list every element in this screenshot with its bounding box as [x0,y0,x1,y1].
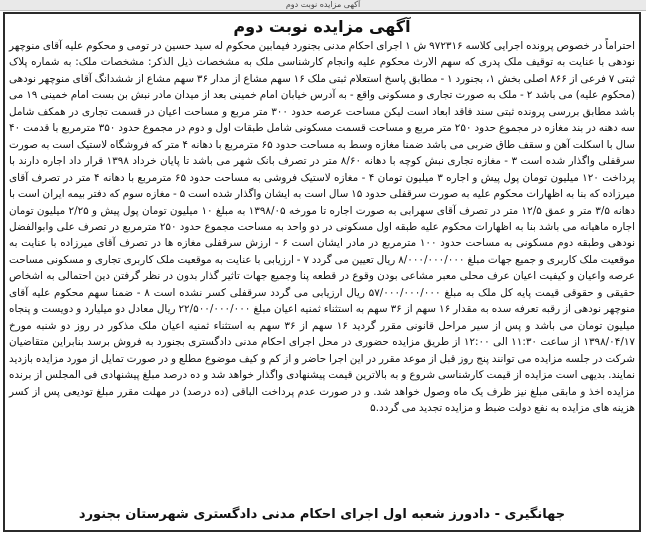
notice-details-paragraph: مشخصات ملک: به شماره پلاک ثبتی ۷ فرعی از ۸۶۶ اصلی بخش ۱، بجنورد ۱ - مطابق پاسخ استعلام ثبتی ملک ۱۶ سهم مشاع از مدار ۳۶ سهم مشاع از ششدانگ آقای منوچهر نودهی (محکوم علیه) می باشد ۲ - ملک به صورت تجاری و مسکونی واقع - به آدرس خیابان امام خمینی بعد از میدان مادر نبش بن بست امام خمینی ۱۹ می باشد مطابق بررسی پرونده ثبتی سند فاقد ابعاد است لیکن مساحت عرصه حدود ۳۰۰ متر مربع و مساحت اعیان در قسمت تجاری در همکف شامل سه دهنه در بند مغازه در مجموع حدود ۲۵۰ متر مربع و مساحت قسمت مسکونی شامل طبقات اول و دوم در مجموع حدود ۳۵۰ مترمربع با قدمت ۴۰ سال با اسکلت آهن و سقف طاق ضربی می باشد ضمنا مغازه وسط به مساحت حدود ۶۵ مترمربع با دهانه ۴ متر که فروشگاه لاستیک است به صورت سرقفلی واگذار شده است ۳ - مغازه تجاری نبش کوچه با دهانه ۸/۶۰ متر در تصرف بانک شهر می باشد تا پایان خرداد ۱۳۹۸ قرار داد اجاره دارند با پرداخت ۱۲۰ میلیون تومان پول پیش و اجاره ۳ میلیون تومان ۴ - مغازه لاستیک فروشی به مساحت حدود ۶۵ مترمربع با دهانه ۴ متر در تصرف آقای میرزاده که بنا به اظهارات محکوم علیه به صورت سرقفلی حدود ۱۵ سال است به ایشان واگذار شده است ۵ - مغازه سوم که دفتر بیمه ایران است با دهانه ۳/۵ متر و عمق ۱۲/۵ متر در تصرف آقای سهرابی به صورت اجاره تا مورخه ۱۳۹۸/۰۵ به مبلغ ۱۰ میلیون تومان پول پیش و ۲/۲۵ میلیون تومان اجاره ماهیانه می باشد بنا به اظهارات محکوم علیه طبقه اول مسکونی در دو واحد به مساحت مجموع حدود ۲۵۰ مترمربع در تصرف علی وابوالفضل نودهی وطبقه دوم مسکونی به مساحت حدود ۱۰۰ مترمربع در مادر ایشان است ۶ - ارزش سرقفلی مغازه ها در تصرف آقای میرزاده با عنایت به موقعیت ملک کاربری و جمیع جهات مبلغ ۸/۰۰۰/۰۰۰/۰۰۰ ریال تعیین می گردد ۷ - ارزیابی با عنایت به موقعیت ملک کاربری تجاری و مسکونی مساحت عرصه واعیان و کیفیت اعیان عرف محلی معبر مشاعی بودن وقوع در قطعه پنا وجمیع جهات تاثیر گذار بدون در نظر گرفتن دین احتمالی به اشخاص حقیقی و حقوقی قیمت پایه کل ملک به مبلغ ۵۷/۰۰۰/۰۰۰/۰۰۰ ریال ارزیابی می گردد سرقفلی کسر نشده است ۸ - ضمنا سهم محکوم علیه آقای منوچهر نودهی از رقبه تعرفه سده به مقدار ۱۶ سهم از ۳۶ سهم به استثناء ثمنیه اعیان مبلغ ۲۲/۵۰۰/۰۰۰/۰۰۰ ریال معادل دو میلیارد و دویست و پنجاه میلیون تومان می باشد و پس از سیر مراحل قانونی مقرر گردید ۱۶ سهم از ۳۶ سهم به استثناء ثمنیه اعیان ملک مذکور در روز دو شنبه مورخ ۱۳۹۸/۰۴/۱۷ از ساعت ۱۱:۳۰ الی ۱۲:۰۰ از طریق مزایده حضوری در محل اجرای احکام مدنی دادگستری بجنورد به فروش برسد بنابراین متقاضیان شرکت در جلسه مزایده می توانند پنج روز قبل از موعد مقرر در این اجرا حاضر و از کم و کیف موضوع مطلع و در صورت تمایل از مورد مزایده بازدید نمایند. بدیهی است مزایده از قیمت کارشناسی شروع و به بالاترین قیمت پیشنهادی واگذار خواهد شد و ده درصد مبلغ پیشنهادی فی المجلس از برنده مزایده اخذ و مابقی مبلغ نیز ظرف یک ماه وصول خواهد شد. و در صورت عدم پرداخت الباقی (ده درصد) در مهلت مقرر مبلغ تودیعی پس از کسر هزینه های مزایده به نفع دولت ضبط و مزایده تجدید می گردد.۵ [9,56,636,414]
notice-body [9,38,635,416]
notice-frame [3,12,641,532]
notice-signature: جهانگیری - دادورز شعبه اول اجرای احکام مدنی دادگستری شهرستان بجنورد [78,507,566,522]
notice-title: آگهی مزایده نوبت دوم [233,17,411,36]
notice-intro-paragraph: احتراماً در خصوص پرونده اجرایی کلاسه ۹۷۲۳۱۶ ش ۱ اجرای احکام مدنی بجنورد فیمابین محکوم له سید حسین در تومی و محکوم علیه آقای منوچهر نودهی با عنایت به توقیف ملک پدری که سهم الارث محکوم علیه وانجام کارشناسی ملک به مشخصات ذیل الذکر: [9,40,635,69]
header-strip: آکهی مزایده نوبت دوم [0,0,646,11]
